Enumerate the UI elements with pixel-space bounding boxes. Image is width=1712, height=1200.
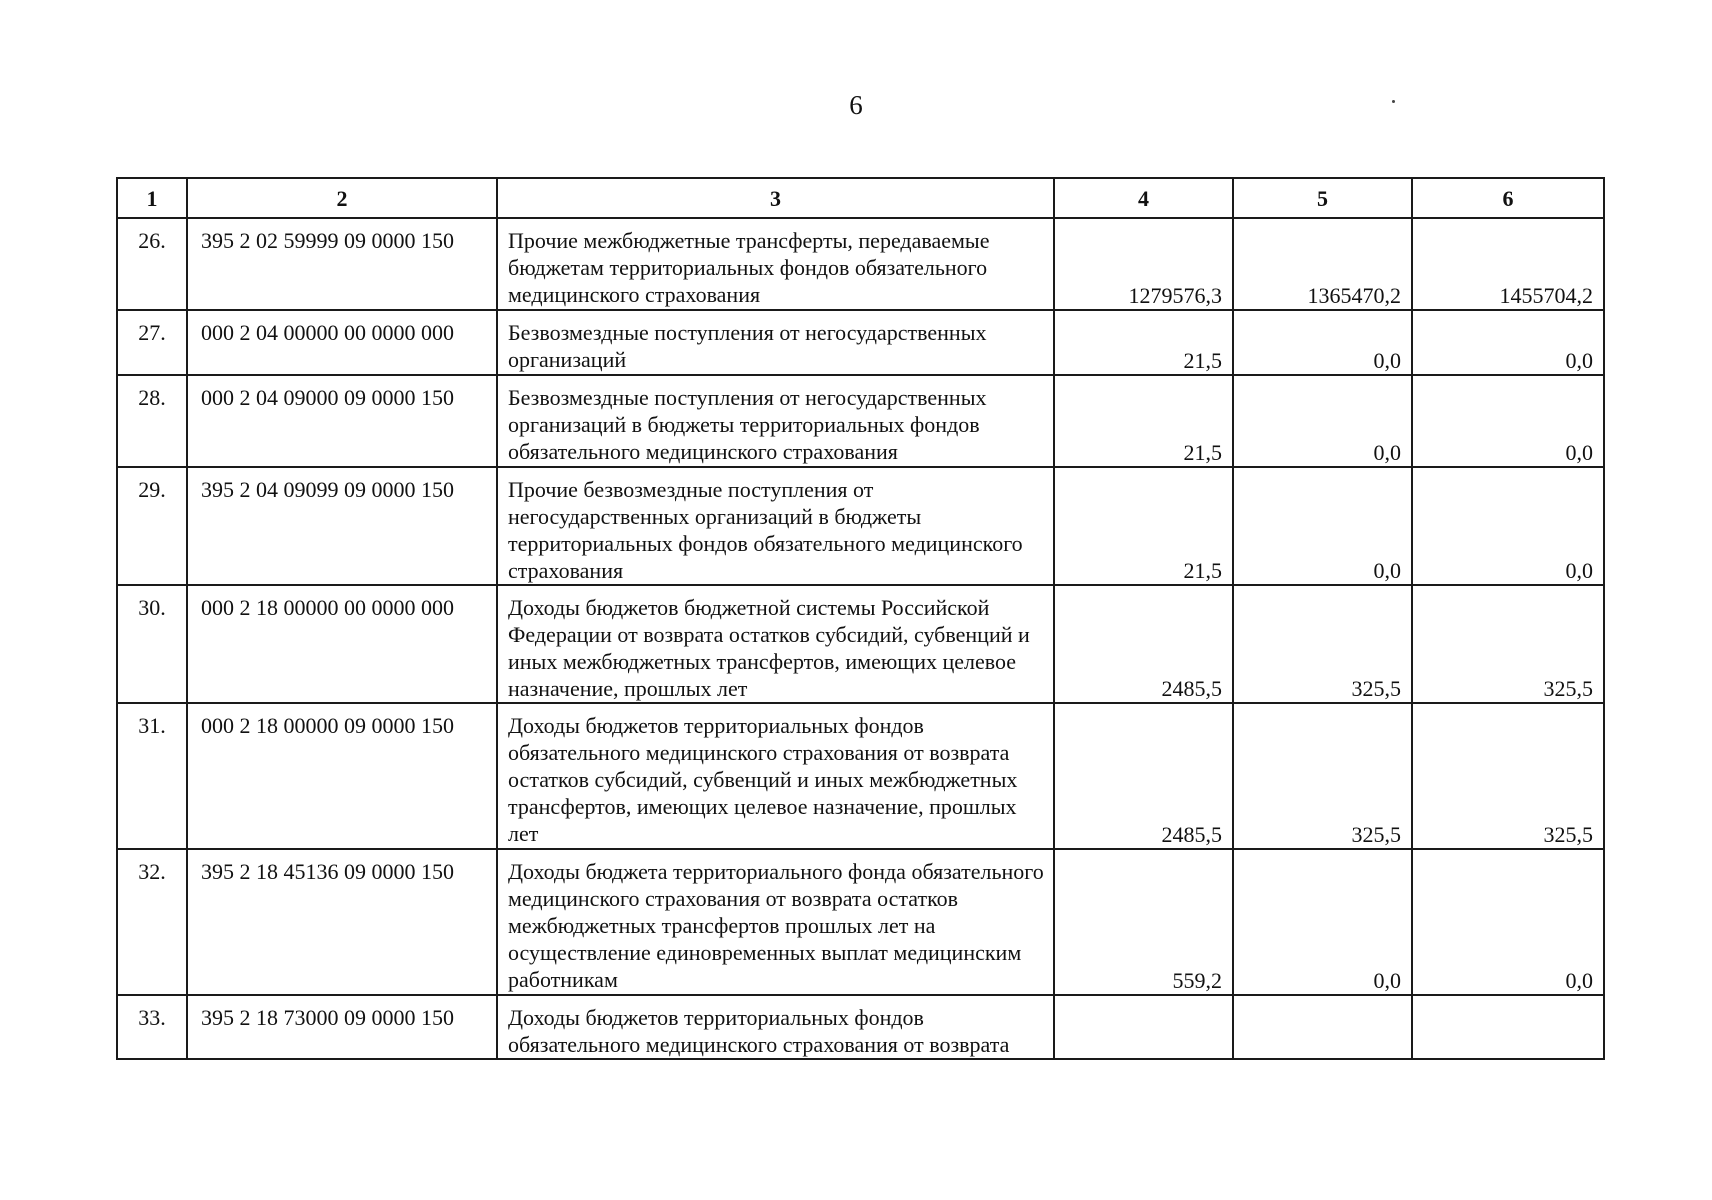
header-col-1: 1	[117, 178, 187, 218]
header-col-5: 5	[1233, 178, 1412, 218]
row-number: 27.	[117, 310, 187, 375]
value-col-6: 325,5	[1412, 585, 1604, 703]
revenue-description: Безвозмездные поступления от негосударственных организаций в бюджеты территориальных фондов обязательного медицинского страхования	[497, 375, 1054, 467]
value-col-4: 2485,5	[1054, 585, 1233, 703]
value-col-4: 1279576,3	[1054, 218, 1233, 310]
scan-speck	[1392, 100, 1395, 103]
value-col-6: 0,0	[1412, 375, 1604, 467]
budget-code: 395 2 18 73000 09 0000 150	[187, 995, 497, 1059]
revenue-description: Безвозмездные поступления от негосударственных организаций	[497, 310, 1054, 375]
budget-code: 395 2 18 45136 09 0000 150	[187, 849, 497, 995]
table-row	[117, 467, 1604, 585]
value-col-4	[1054, 995, 1233, 1059]
header-col-4: 4	[1054, 178, 1233, 218]
header-col-6: 6	[1412, 178, 1604, 218]
value-col-5: 325,5	[1233, 585, 1412, 703]
value-col-5: 1365470,2	[1233, 218, 1412, 310]
budget-code: 000 2 18 00000 00 0000 000	[187, 585, 497, 703]
value-col-4: 2485,5	[1054, 703, 1233, 849]
value-col-6: 325,5	[1412, 703, 1604, 849]
value-col-5: 0,0	[1233, 375, 1412, 467]
value-col-4: 21,5	[1054, 375, 1233, 467]
value-col-6: 1455704,2	[1412, 218, 1604, 310]
value-col-6: 0,0	[1412, 467, 1604, 585]
revenue-description: Доходы бюджета территориального фонда обязательного медицинского страхования от возврата остатков межбюджетных трансфертов прошлых лет на осуществление единовременных выплат медицинским работникам	[497, 849, 1054, 995]
row-number: 29.	[117, 467, 187, 585]
header-col-2: 2	[187, 178, 497, 218]
value-col-5: 0,0	[1233, 849, 1412, 995]
budget-code: 000 2 18 00000 09 0000 150	[187, 703, 497, 849]
table-header-row	[117, 178, 1604, 218]
table-row	[117, 218, 1604, 310]
row-number: 30.	[117, 585, 187, 703]
revenue-description: Прочие безвозмездные поступления от негосударственных организаций в бюджеты территориальных фондов обязательного медицинского страхования	[497, 467, 1054, 585]
value-col-5: 0,0	[1233, 310, 1412, 375]
budget-revenue-table	[116, 177, 1605, 1060]
revenue-description: Доходы бюджетов бюджетной системы Российской Федерации от возврата остатков субсидий, субвенций и иных межбюджетных трансфертов, имеющих целевое назначение, прошлых лет	[497, 585, 1054, 703]
table-row	[117, 375, 1604, 467]
table-row	[117, 585, 1604, 703]
value-col-6	[1412, 995, 1604, 1059]
row-number: 33.	[117, 995, 187, 1059]
budget-code: 000 2 04 00000 00 0000 000	[187, 310, 497, 375]
row-number: 31.	[117, 703, 187, 849]
value-col-5: 325,5	[1233, 703, 1412, 849]
value-col-4: 21,5	[1054, 467, 1233, 585]
value-col-4: 21,5	[1054, 310, 1233, 375]
table-row	[117, 849, 1604, 995]
revenue-description: Доходы бюджетов территориальных фондов обязательного медицинского страхования от возврата остатков субсидий, субвенций и иных межбюджетных трансфертов, имеющих целевое назначение, прошлых лет	[497, 703, 1054, 849]
budget-code: 395 2 04 09099 09 0000 150	[187, 467, 497, 585]
page-number: 6	[849, 90, 863, 120]
header-col-3: 3	[497, 178, 1054, 218]
value-col-4: 559,2	[1054, 849, 1233, 995]
value-col-6: 0,0	[1412, 849, 1604, 995]
budget-code: 000 2 04 09000 09 0000 150	[187, 375, 497, 467]
row-number: 32.	[117, 849, 187, 995]
row-number: 28.	[117, 375, 187, 467]
revenue-description: Доходы бюджетов территориальных фондов обязательного медицинского страхования от возврата	[497, 995, 1054, 1059]
table-row	[117, 703, 1604, 849]
table-row	[117, 995, 1604, 1059]
table-row	[117, 310, 1604, 375]
value-col-6: 0,0	[1412, 310, 1604, 375]
value-col-5: 0,0	[1233, 467, 1412, 585]
row-number: 26.	[117, 218, 187, 310]
value-col-5	[1233, 995, 1412, 1059]
budget-code: 395 2 02 59999 09 0000 150	[187, 218, 497, 310]
revenue-description: Прочие межбюджетные трансферты, передаваемые бюджетам территориальных фондов обязательного медицинского страхования	[497, 218, 1054, 310]
